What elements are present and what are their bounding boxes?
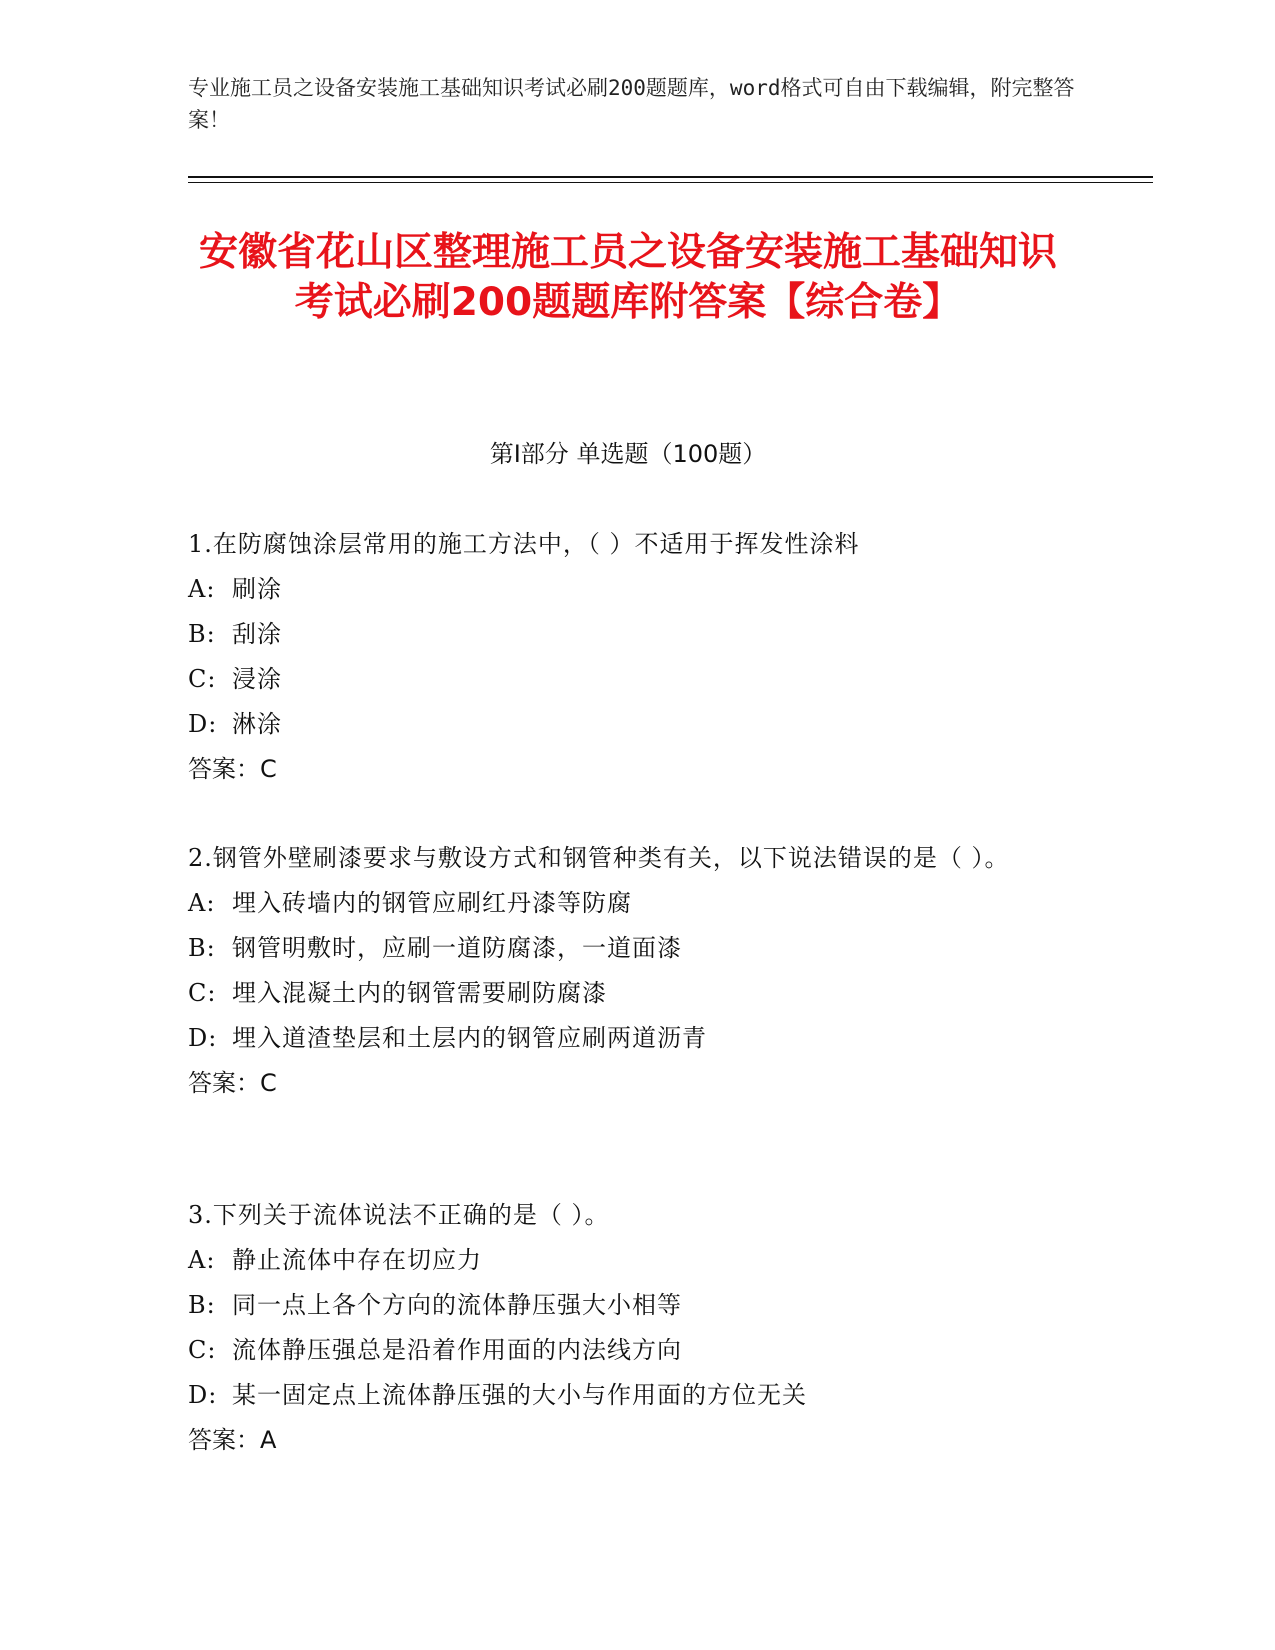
question-stem: 1.在防腐蚀涂层常用的施工方法中，（ ）不适用于挥发性涂料: [188, 530, 860, 558]
option-text: 埋入砖墙内的钢管应刷红丹漆等防腐: [232, 889, 632, 917]
option-key: A:: [188, 575, 216, 603]
option-c: [188, 657, 1088, 702]
option-text: 同一点上各个方向的流体静压强大小相等: [232, 1291, 682, 1319]
option-text: 静止流体中存在切应力: [232, 1246, 482, 1274]
question-stem: 3.下列关于流体说法不正确的是（ ）。: [188, 1201, 610, 1229]
answer-line: 答案：C: [188, 1069, 277, 1097]
option-key: D:: [188, 710, 218, 738]
option-text: 某一固定点上流体静压强的大小与作用面的方位无关: [232, 1381, 807, 1409]
option-a: [188, 567, 1088, 612]
document-title: 安徽省花山区整理施工员之设备安装施工基础知识考试必刷200题题库附答案【综合卷】: [198, 230, 1057, 325]
option-b: [188, 1283, 1088, 1328]
option-b: [188, 926, 1088, 971]
option-key: D:: [188, 1024, 218, 1052]
answer-line: 答案：A: [188, 1426, 277, 1454]
option-d: [188, 1373, 1088, 1418]
option-key: D:: [188, 1381, 218, 1409]
answer-line: 答案：C: [188, 755, 277, 783]
option-d: [188, 702, 1088, 747]
option-key: A:: [188, 1246, 216, 1274]
header-rule-thin: [188, 182, 1153, 183]
option-text: 浸涂: [232, 665, 282, 693]
header-rule-thick: [188, 176, 1153, 178]
option-text: 埋入道渣垫层和土层内的钢管应刷两道沥青: [232, 1024, 707, 1052]
question-3: [188, 1193, 1088, 1463]
option-a: [188, 881, 1088, 926]
option-c: [188, 1328, 1088, 1373]
option-text: 刮涂: [232, 620, 282, 648]
option-c: [188, 971, 1088, 1016]
option-a: [188, 1238, 1088, 1283]
option-key: B:: [188, 1291, 216, 1319]
option-text: 流体静压强总是沿着作用面的内法线方向: [232, 1336, 682, 1364]
question-1: [188, 522, 1088, 792]
option-key: A:: [188, 889, 216, 917]
option-text: 埋入混凝土内的钢管需要刷防腐漆: [232, 979, 607, 1007]
option-key: C:: [188, 979, 217, 1007]
option-b: [188, 612, 1088, 657]
option-key: C:: [188, 665, 217, 693]
question-stem: 2.钢管外壁刷漆要求与敷设方式和钢管种类有关，以下说法错误的是（ ）。: [188, 844, 1010, 872]
option-key: C:: [188, 1336, 217, 1364]
option-text: 钢管明敷时，应刷一道防腐漆，一道面漆: [232, 934, 682, 962]
question-2: [188, 836, 1088, 1106]
option-key: B:: [188, 620, 216, 648]
header-note: 专业施工员之设备安装施工基础知识考试必刷200题题库，word格式可自由下载编辑，附完整答案！: [188, 76, 1075, 132]
option-d: [188, 1016, 1088, 1061]
option-key: B:: [188, 934, 216, 962]
option-text: 刷涂: [232, 575, 282, 603]
option-text: 淋涂: [232, 710, 282, 738]
section-heading: 第I部分 单选题（100题）: [489, 440, 767, 468]
